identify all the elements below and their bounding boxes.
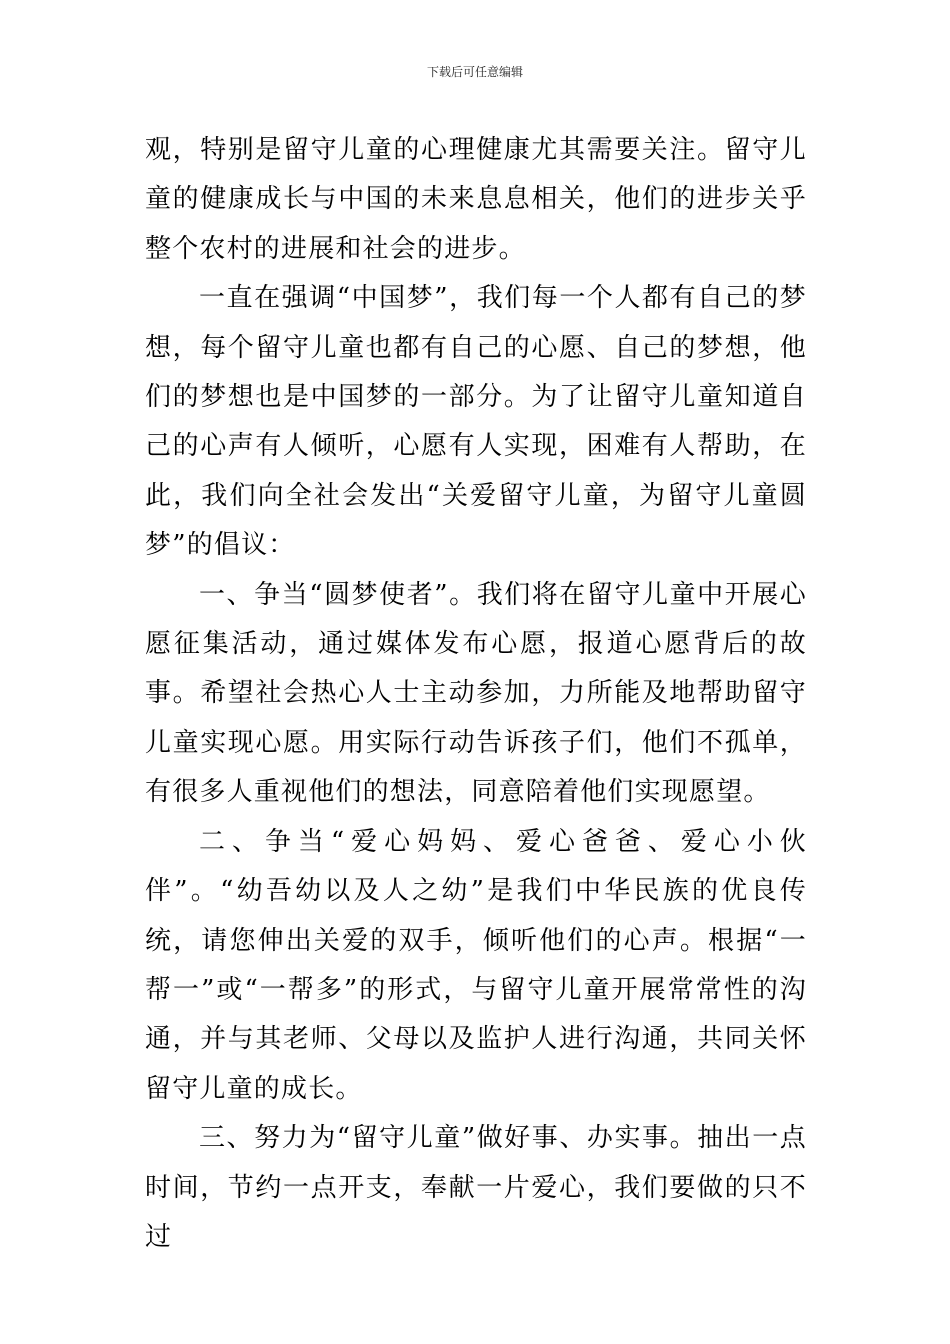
paragraph-4: 二、争当“爱心妈妈、爱心爸爸、爱心小伙伴”。“幼吾幼以及人之幼”是我们中华民族的优良传统，请您伸出关爱的双手，倾听他们的心声。根据“一帮一”或“一帮多”的形式，与留守儿童开展常常性的沟通，并与其老师、父母以及监护人进行沟通，共同关怀留守儿童的成长。 — [145, 826, 807, 1104]
paragraph-5: 三、努力为“留守儿童”做好事、办实事。抽出一点时间，节约一点开支，奉献一片爱心，我们要做的只不过 — [145, 1123, 807, 1252]
document-body — [145, 126, 807, 1262]
paragraph-1: 观，特别是留守儿童的心理健康尤其需要关注。留守儿童的健康成长与中国的未来息息相关，他们的进步关乎整个农村的进展和社会的进步。 — [145, 135, 807, 264]
page-header: 下载后可任意编辑 — [426, 65, 523, 79]
paragraph-2: 一直在强调“中国梦”，我们每一个人都有自己的梦想，每个留守儿童也都有自己的心愿、自己的梦想，他们的梦想也是中国梦的一部分。为了让留守儿童知道自己的心声有人倾听，心愿有人实现，困难有人帮助，在此，我们向全社会发出“关爱留守儿童，为留守儿童圆梦”的倡议： — [145, 283, 807, 561]
paragraph-3: 一、争当“圆梦使者”。我们将在留守儿童中开展心愿征集活动，通过媒体发布心愿，报道心愿背后的故事。希望社会热心人士主动参加，力所能及地帮助留守儿童实现心愿。用实际行动告诉孩子们，他们不孤单，有很多人重视他们的想法，同意陪着他们实现愿望。 — [145, 579, 807, 808]
